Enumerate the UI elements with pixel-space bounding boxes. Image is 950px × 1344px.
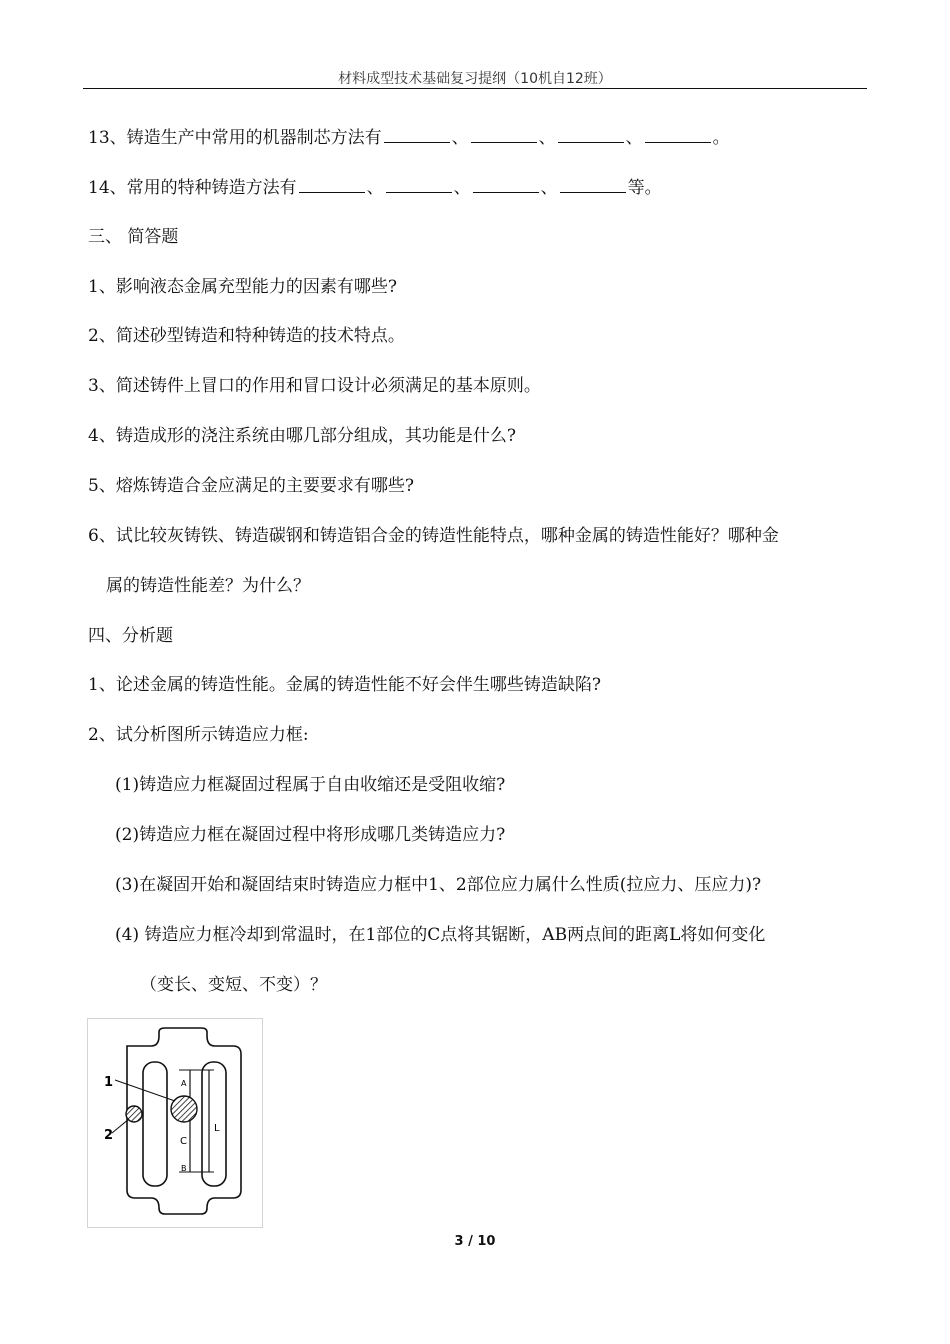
figure-label-c: C bbox=[180, 1136, 187, 1147]
separator: 、 bbox=[366, 178, 384, 198]
question-13 bbox=[88, 126, 730, 149]
separator: 、 bbox=[540, 178, 558, 198]
answer-blank[interactable] bbox=[384, 126, 450, 143]
analysis-2: 2、试分析图所示铸造应力框: bbox=[88, 725, 309, 745]
stress-frame-figure bbox=[87, 1018, 263, 1228]
short-answer-6-cont: 属的铸造性能差？为什么？ bbox=[106, 576, 310, 596]
sub-question-4: (4) 铸造应力框冷却到常温时，在1部位的C点将其锯断，AB两点间的距离L将如何变化 bbox=[115, 925, 766, 945]
answer-blank[interactable] bbox=[471, 126, 537, 143]
figure-label-1: 1 bbox=[104, 1075, 114, 1090]
short-answer-6: 6、试比较灰铸铁、铸造碳钢和铸造铝合金的铸造性能特点，哪种金属的铸造性能好？哪种金 bbox=[88, 526, 779, 546]
section-1-hotspot bbox=[171, 1096, 197, 1122]
answer-blank[interactable] bbox=[560, 176, 626, 193]
answer-blank[interactable] bbox=[299, 176, 365, 193]
separator: 、 bbox=[451, 128, 469, 148]
page-number: 3 / 10 bbox=[454, 1234, 496, 1249]
short-answer-3: 3、简述铸件上冒口的作用和冒口设计必须满足的基本原则。 bbox=[88, 376, 541, 396]
question-14-text: 14、常用的特种铸造方法有 bbox=[88, 178, 297, 198]
short-answer-4: 4、铸造成形的浇注系统由哪几部分组成，其功能是什么? bbox=[88, 426, 516, 446]
question-end: 等。 bbox=[627, 178, 662, 198]
answer-blank[interactable] bbox=[386, 176, 452, 193]
short-answer-1: 1、影响液态金属充型能力的因素有哪些? bbox=[88, 277, 397, 297]
question-14 bbox=[88, 176, 662, 199]
short-answer-2: 2、简述砂型铸造和特种铸造的技术特点。 bbox=[88, 326, 405, 346]
separator: 、 bbox=[453, 178, 471, 198]
analysis-1: 1、论述金属的铸造性能。金属的铸造性能不好会伴生哪些铸造缺陷? bbox=[88, 675, 601, 695]
figure-label-b: B bbox=[181, 1164, 187, 1173]
figure-label-l: L bbox=[214, 1123, 220, 1134]
header-rule bbox=[83, 88, 867, 89]
sub-question-4-cont: （变长、变短、不变）？ bbox=[140, 975, 327, 995]
section-4-title: 四、分析题 bbox=[88, 626, 173, 646]
answer-blank[interactable] bbox=[645, 126, 711, 143]
figure-label-2: 2 bbox=[104, 1128, 114, 1143]
answer-blank[interactable] bbox=[558, 126, 624, 143]
question-end: 。 bbox=[712, 128, 730, 148]
separator: 、 bbox=[625, 128, 643, 148]
sub-question-1: (1)铸造应力框凝固过程属于自由收缩还是受阻收缩? bbox=[115, 775, 506, 795]
question-13-text: 13、铸造生产中常用的机器制芯方法有 bbox=[88, 128, 382, 148]
section-3-title: 三、 简答题 bbox=[88, 227, 179, 247]
answer-blank[interactable] bbox=[473, 176, 539, 193]
figure-border bbox=[88, 1019, 263, 1228]
short-answer-5: 5、熔炼铸造合金应满足的主要要求有哪些? bbox=[88, 476, 414, 496]
sub-question-2: (2)铸造应力框在凝固过程中将形成哪几类铸造应力? bbox=[115, 825, 506, 845]
page-header: 材料成型技术基础复习提纲（10机自12班） bbox=[338, 71, 612, 87]
sub-question-3: (3)在凝固开始和凝固结束时铸造应力框中1、2部位应力属什么性质(拉应力、压应力)? bbox=[115, 875, 762, 895]
separator: 、 bbox=[538, 128, 556, 148]
figure-label-a: A bbox=[181, 1079, 187, 1088]
